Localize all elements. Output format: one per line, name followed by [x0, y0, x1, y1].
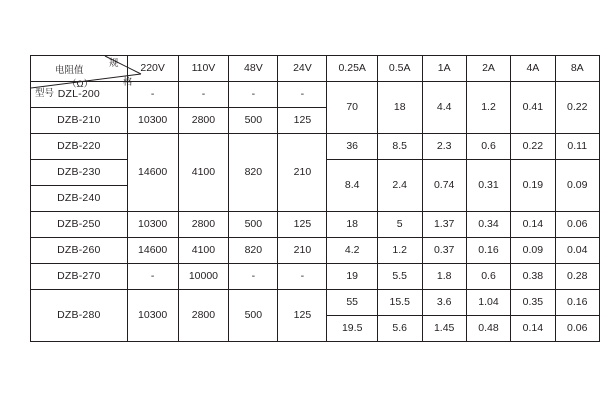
cell-2a: 0.48 [466, 316, 510, 342]
corner-resistance-label: 电阻值 [55, 65, 84, 76]
cell-110v: 10000 [178, 264, 229, 290]
cell-05a: 5.6 [377, 316, 422, 342]
cell-4a: 0.22 [511, 134, 555, 160]
cell-4a: 0.35 [511, 290, 555, 316]
cell-8a: 0.09 [555, 160, 599, 212]
row-model-label: DZB-240 [31, 186, 128, 212]
cell-05a: 2.4 [377, 160, 422, 212]
cell-05a: 5 [377, 212, 422, 238]
row-model-label: DZB-270 [31, 264, 128, 290]
cell-110v: 2800 [178, 108, 229, 134]
cell-8a: 0.11 [555, 134, 599, 160]
row-model-label: DZB-280 [31, 290, 128, 342]
cell-1a: 1.37 [422, 212, 466, 238]
cell-220v: 10300 [127, 290, 178, 342]
cell-025a: 19.5 [327, 316, 378, 342]
cell-2a: 1.2 [466, 82, 510, 134]
cell-025a: 4.2 [327, 238, 378, 264]
cell-48v: 500 [229, 108, 278, 134]
cell-2a: 0.16 [466, 238, 510, 264]
cell-220v: 14600 [127, 134, 178, 212]
table-row [31, 238, 600, 264]
cell-8a: 0.28 [555, 264, 599, 290]
table-row [31, 212, 600, 238]
header-cell-5: 0.5A [377, 56, 422, 82]
cell-2a: 0.6 [466, 134, 510, 160]
row-model-label: DZB-230 [31, 160, 128, 186]
cell-48v: - [229, 264, 278, 290]
corner-spec-bottom-label: 格 [123, 77, 133, 88]
cell-48v: 820 [229, 134, 278, 212]
corner-spec-top-label: 规 [109, 58, 119, 69]
cell-025a: 18 [327, 212, 378, 238]
cell-220v: 10300 [127, 212, 178, 238]
cell-24v: 210 [278, 134, 327, 212]
header-cell-4: 0.25A [327, 56, 378, 82]
cell-110v: 2800 [178, 212, 229, 238]
cell-4a: 0.14 [511, 212, 555, 238]
corner-diagonal-box [31, 56, 141, 106]
cell-025a: 70 [327, 82, 378, 134]
cell-05a: 8.5 [377, 134, 422, 160]
row-model-label: DZL-200 [31, 82, 128, 108]
specification-table [30, 55, 600, 342]
row-model-label: DZB-220 [31, 134, 128, 160]
cell-220v: 10300 [127, 108, 178, 134]
cell-8a: 0.16 [555, 290, 599, 316]
cell-05a: 18 [377, 82, 422, 134]
header-cell-8: 4A [511, 56, 555, 82]
cell-2a: 1.04 [466, 290, 510, 316]
cell-8a: 0.06 [555, 316, 599, 342]
cell-05a: 1.2 [377, 238, 422, 264]
cell-2a: 0.34 [466, 212, 510, 238]
cell-110v: - [178, 82, 229, 108]
cell-4a: 0.38 [511, 264, 555, 290]
cell-4a: 0.19 [511, 160, 555, 212]
header-cell-3: 24V [278, 56, 327, 82]
row-model-label: DZB-250 [31, 212, 128, 238]
cell-1a: 1.45 [422, 316, 466, 342]
cell-2a: 0.6 [466, 264, 510, 290]
cell-1a: 3.6 [422, 290, 466, 316]
cell-1a: 1.8 [422, 264, 466, 290]
cell-24v: 210 [278, 238, 327, 264]
cell-24v: 125 [278, 108, 327, 134]
cell-4a: 0.14 [511, 316, 555, 342]
cell-24v: 125 [278, 290, 327, 342]
cell-220v: 14600 [127, 238, 178, 264]
cell-1a: 4.4 [422, 82, 466, 134]
header-cell-0: 220V [127, 56, 178, 82]
table-row [31, 290, 600, 316]
cell-220v: - [127, 82, 178, 108]
cell-48v: 500 [229, 290, 278, 342]
header-cell-2: 48V [229, 56, 278, 82]
cell-4a: 0.41 [511, 82, 555, 134]
cell-1a: 0.74 [422, 160, 466, 212]
cell-24v: - [278, 82, 327, 108]
cell-8a: 0.22 [555, 82, 599, 134]
cell-48v: 820 [229, 238, 278, 264]
cell-8a: 0.06 [555, 212, 599, 238]
cell-025a: 8.4 [327, 160, 378, 212]
corner-model-label: 型号 [35, 88, 55, 99]
table-row [31, 134, 600, 160]
header-cell-6: 1A [422, 56, 466, 82]
cell-025a: 55 [327, 290, 378, 316]
cell-05a: 15.5 [377, 290, 422, 316]
corner-ohm-label: （Ω） [67, 79, 94, 90]
header-cell-1: 110V [178, 56, 229, 82]
header-cell-9: 8A [555, 56, 599, 82]
cell-2a: 0.31 [466, 160, 510, 212]
cell-05a: 5.5 [377, 264, 422, 290]
cell-8a: 0.04 [555, 238, 599, 264]
table-row [31, 264, 600, 290]
cell-24v: 125 [278, 212, 327, 238]
cell-110v: 4100 [178, 134, 229, 212]
cell-110v: 2800 [178, 290, 229, 342]
row-model-label: DZB-210 [31, 108, 128, 134]
header-cell-7: 2A [466, 56, 510, 82]
cell-48v: 500 [229, 212, 278, 238]
cell-24v: - [278, 264, 327, 290]
cell-48v: - [229, 82, 278, 108]
row-model-label: DZB-260 [31, 238, 128, 264]
cell-220v: - [127, 264, 178, 290]
cell-4a: 0.09 [511, 238, 555, 264]
cell-1a: 2.3 [422, 134, 466, 160]
cell-025a: 36 [327, 134, 378, 160]
cell-025a: 19 [327, 264, 378, 290]
cell-1a: 0.37 [422, 238, 466, 264]
cell-110v: 4100 [178, 238, 229, 264]
